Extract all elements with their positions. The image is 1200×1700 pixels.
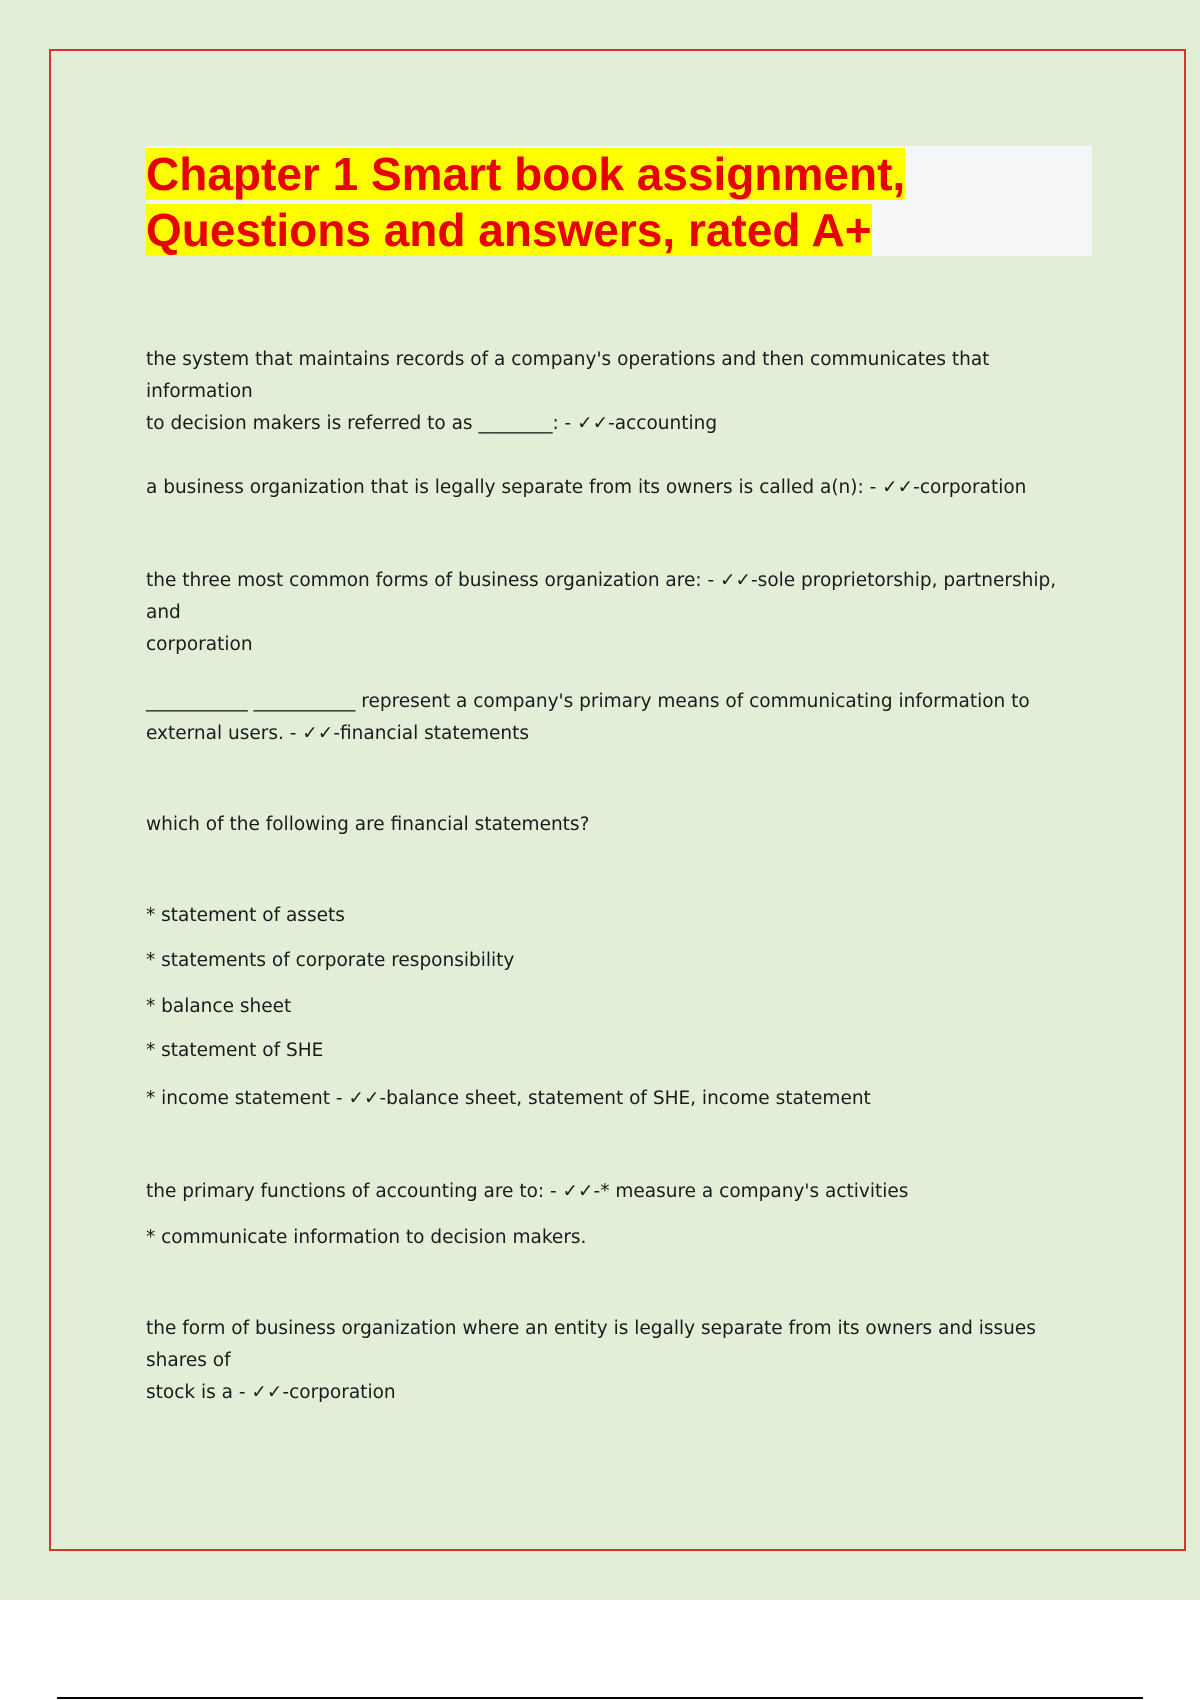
- footer-rule: [57, 1697, 1143, 1699]
- qa-item-2: [146, 472, 1096, 504]
- qa-option: * income statement - ✓✓-balance sheet, statement of SHE, income statement: [146, 1088, 871, 1109]
- qa-line: external users. - ✓✓-financial statements: [146, 723, 529, 744]
- qa-line: the system that maintains records of a company's operations and then communicates that information: [146, 349, 990, 402]
- qa-line: corporation: [146, 634, 253, 655]
- qa-item-7: [146, 1313, 1096, 1409]
- qa-line: the three most common forms of business organization are: - ✓✓-sole proprietorship, partnership, and: [146, 570, 1057, 623]
- qa-item-6-line-2: [146, 1222, 1096, 1254]
- qa-line: the primary functions of accounting are to: - ✓✓-* measure a company's activities: [146, 1181, 909, 1202]
- title-block: [146, 146, 1092, 256]
- qa-item-5-option-5: [146, 1083, 1096, 1115]
- qa-item-5-option-2: [146, 945, 1096, 977]
- qa-line: ___________ ___________ represent a company's primary means of communicating information to: [146, 691, 1030, 712]
- qa-item-5-question: [146, 809, 1096, 841]
- qa-option: * statement of SHE: [146, 1040, 324, 1061]
- qa-line: * communicate information to decision makers.: [146, 1227, 587, 1248]
- qa-line: stock is a - ✓✓-corporation: [146, 1382, 396, 1403]
- qa-item-5-option-1: [146, 900, 1096, 932]
- qa-option: * statements of corporate responsibility: [146, 950, 515, 971]
- title-line-1: Chapter 1 Smart book assignment,: [146, 148, 906, 200]
- qa-option: * balance sheet: [146, 996, 292, 1017]
- qa-line: the form of business organization where an entity is legally separate from its owners and issues shares of: [146, 1318, 1036, 1371]
- title-line-2: Questions and answers, rated A+: [146, 204, 872, 256]
- qa-line: a business organization that is legally separate from its owners is called a(n): - ✓✓-corporation: [146, 477, 1027, 498]
- qa-question: which of the following are financial statements?: [146, 814, 590, 835]
- qa-item-3: [146, 565, 1096, 661]
- qa-item-1: [146, 344, 1096, 440]
- qa-line: to decision makers is referred to as ________: - ✓✓-accounting: [146, 413, 718, 434]
- qa-item-5-option-3: [146, 991, 1096, 1023]
- qa-item-4: [146, 686, 1096, 750]
- qa-item-6-line-1: [146, 1176, 1096, 1208]
- qa-item-5-option-4: [146, 1035, 1096, 1067]
- document-title: [146, 146, 1092, 258]
- qa-option: * statement of assets: [146, 905, 345, 926]
